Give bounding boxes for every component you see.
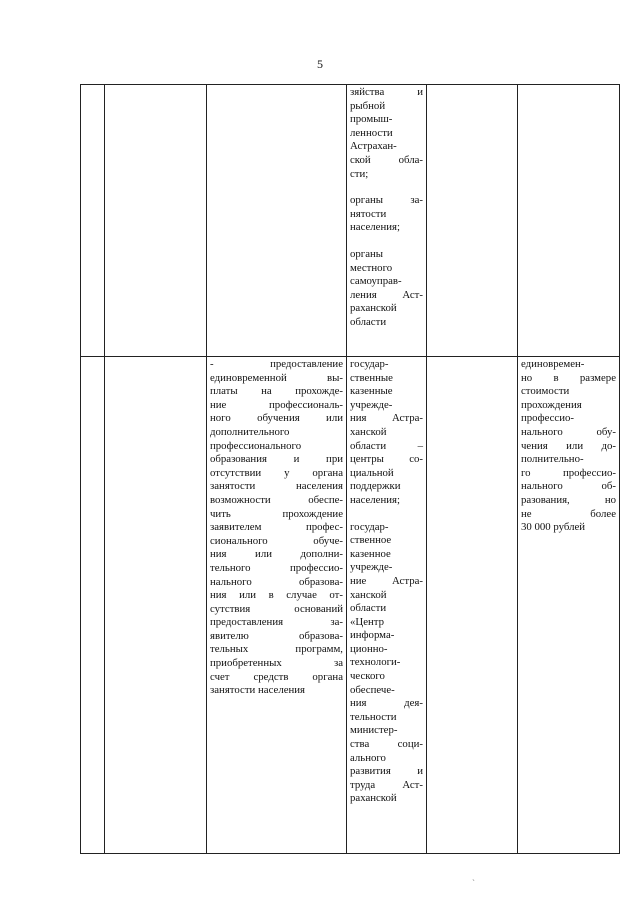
text-line: - предоставление: [210, 358, 343, 370]
text-line: полнительно-: [521, 453, 584, 466]
text-line: тельного профессио-: [210, 561, 343, 574]
text-line: дополнительного: [210, 425, 290, 438]
text-line: ской обла-: [350, 153, 423, 166]
provider-block: [350, 358, 423, 508]
text-line: единовремен-: [521, 358, 585, 370]
text-line: циальной: [350, 466, 394, 479]
services-table: [80, 84, 620, 854]
text-line: ния Астра-: [350, 412, 423, 425]
text-line: государ-: [350, 520, 389, 533]
text-line: ального: [350, 751, 386, 764]
text-line: нального образова-: [210, 575, 343, 588]
provider-block: [350, 521, 423, 806]
table-row: [81, 85, 620, 357]
text-line: казенное: [350, 547, 391, 560]
text-line: ния или дополни-: [210, 548, 343, 561]
text-line: ния или в случае от-: [210, 589, 343, 602]
text-line: прохождения: [521, 398, 582, 411]
text-line: нального об-: [521, 480, 616, 493]
text-line: «Центр: [350, 615, 385, 628]
text-line: предоставления за-: [210, 616, 343, 629]
text-line: явителю образова-: [210, 629, 343, 642]
text-line: не более: [521, 507, 616, 520]
text-line: труда Аст-: [350, 778, 423, 791]
text-line: занятости населения: [210, 684, 306, 697]
table-row: [81, 357, 620, 854]
text-line: счет средств органа: [210, 670, 343, 683]
text-line: ханской: [350, 425, 387, 438]
text-line: области –: [350, 439, 423, 452]
text-line: органы за-: [350, 194, 423, 207]
cell-provider: [347, 85, 427, 357]
text-line: разования, но: [521, 493, 616, 506]
text-line: технологи-: [350, 656, 401, 669]
text-line: населения;: [350, 493, 400, 506]
text-line: чения или до-: [521, 439, 616, 452]
text-line: ханской: [350, 588, 387, 601]
cell-category: [105, 357, 207, 854]
cell-conditions: [427, 357, 518, 854]
text-line: обеспече-: [350, 683, 395, 696]
text-line: но в размере: [521, 371, 616, 384]
text-line: профессио-: [521, 412, 574, 425]
text-line: занятости населения: [210, 480, 343, 493]
text-line: государ-: [350, 358, 389, 370]
text-line: самоуправ-: [350, 275, 402, 288]
text-line: стоимости: [521, 385, 570, 398]
cell-number: [81, 357, 105, 854]
provider-block: [350, 194, 423, 235]
text-line: министер-: [350, 724, 398, 737]
text-line: области: [350, 315, 387, 328]
text-line: сти;: [350, 167, 369, 180]
text-line: зяйства и: [350, 86, 423, 98]
text-line: сионального обуче-: [210, 534, 343, 547]
measure-description: [210, 358, 343, 698]
text-line: тельных программ,: [210, 643, 343, 656]
text-line: образования и при: [210, 453, 343, 466]
text-line: сутствия оснований: [210, 602, 343, 615]
text-line: нятости: [350, 207, 387, 220]
text-line: ния дея-: [350, 697, 423, 710]
text-line: тельности: [350, 710, 397, 723]
text-line: единовременной вы-: [210, 371, 343, 384]
text-line: заявителем профес-: [210, 521, 343, 534]
text-line: раханской: [350, 302, 397, 315]
text-line: области: [350, 602, 387, 615]
text-line: учрежде-: [350, 561, 393, 574]
text-line: ственное: [350, 534, 392, 547]
scan-mark: `: [472, 878, 475, 888]
provider-block: [350, 248, 423, 330]
text-line: ления Аст-: [350, 288, 423, 301]
cell-amount: [518, 357, 620, 854]
cell-number: [81, 85, 105, 357]
text-line: рыбной: [350, 99, 386, 112]
text-line: ционно-: [350, 642, 388, 655]
text-line: поддержки: [350, 480, 401, 493]
text-line: развития и: [350, 765, 423, 778]
text-line: ства соци-: [350, 738, 423, 751]
provider-block: [350, 86, 423, 181]
text-line: ленности: [350, 126, 393, 139]
cell-amount: [518, 85, 620, 357]
text-line: го профессио-: [521, 466, 616, 479]
text-line: 30 000 рублей: [521, 521, 586, 534]
text-line: ственные: [350, 371, 393, 384]
text-line: информа-: [350, 629, 395, 642]
text-line: нального обу-: [521, 425, 616, 438]
text-line: ческого: [350, 670, 385, 683]
text-line: профессионального: [210, 439, 302, 452]
cell-measure: [207, 357, 347, 854]
cell-category: [105, 85, 207, 357]
text-line: раханской: [350, 792, 397, 805]
text-line: казенные: [350, 385, 393, 398]
cell-measure: [207, 85, 347, 357]
text-line: населения;: [350, 221, 400, 234]
text-line: Астрахан-: [350, 140, 397, 153]
text-line: ние профессиональ-: [210, 398, 343, 411]
page-number: 5: [317, 57, 323, 71]
cell-provider: [347, 357, 427, 854]
text-line: ние Астра-: [350, 574, 423, 587]
text-line: ного обучения или: [210, 412, 343, 425]
payment-amount: [521, 358, 616, 535]
text-line: платы на прохожде-: [210, 385, 343, 398]
text-line: органы: [350, 247, 384, 260]
cell-conditions: [427, 85, 518, 357]
text-line: учрежде-: [350, 398, 393, 411]
text-line: приобретенных за: [210, 657, 343, 670]
text-line: центры со-: [350, 453, 423, 466]
text-line: возможности обеспе-: [210, 493, 343, 506]
text-line: промыш-: [350, 113, 393, 126]
text-line: чить прохождение: [210, 507, 343, 520]
text-line: отсутствии у органа: [210, 466, 343, 479]
text-line: местного: [350, 261, 393, 274]
